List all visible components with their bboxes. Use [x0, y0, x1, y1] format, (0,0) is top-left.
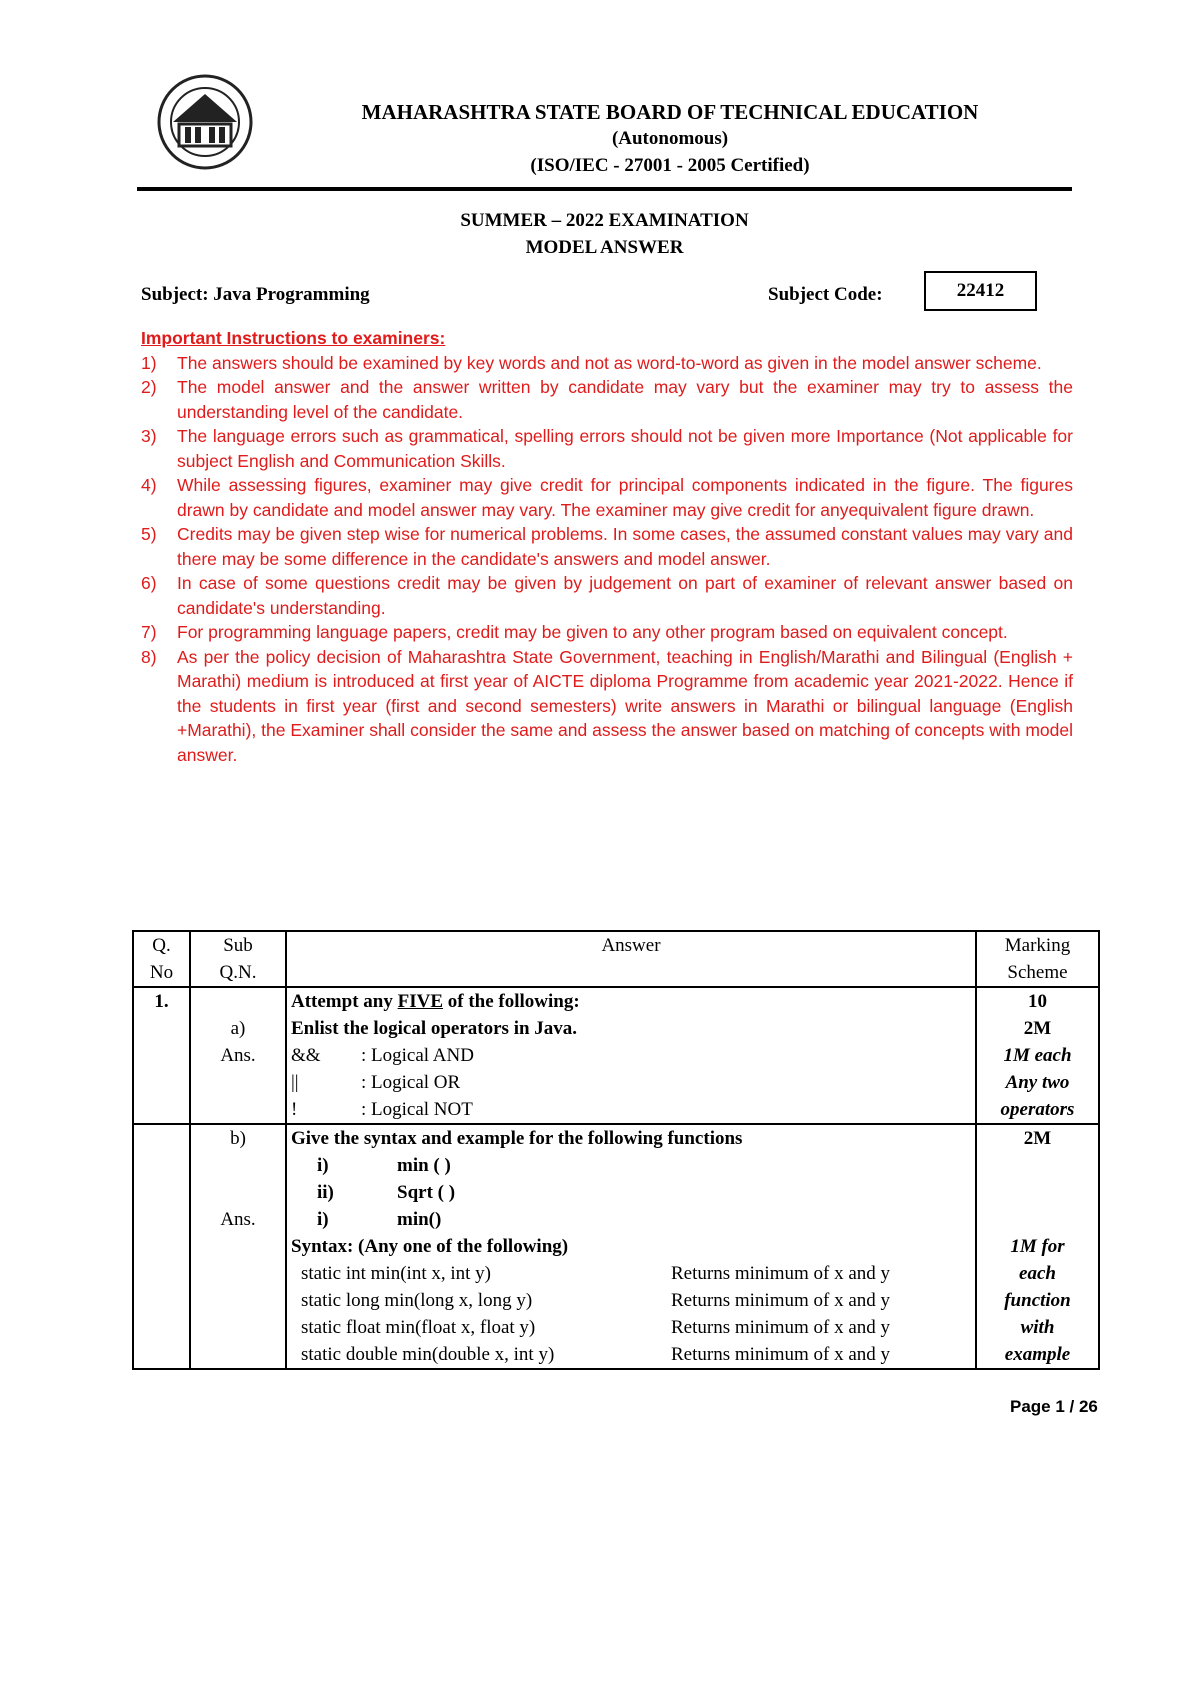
syntax-row: static float min(float x, float y) Returns minimum of x and y: [301, 1317, 891, 1338]
header-answer: Answer: [286, 931, 976, 987]
header-qno: Q. No: [133, 931, 190, 987]
scheme-text: function: [1004, 1290, 1071, 1311]
subject-name: Subject: Java Programming: [141, 284, 370, 305]
item-text: For programming language papers, credit may be given to any other program based on equivalent concept.: [177, 622, 1008, 642]
attempt-instruction: Attempt any FIVE of the following:: [291, 991, 580, 1012]
page-number: Page 1 / 26: [1010, 1397, 1098, 1416]
marking-b-cell: [976, 1124, 1099, 1369]
table-row: [133, 1124, 1099, 1369]
subject-code: 22412: [956, 280, 1005, 301]
header-marking: Marking Scheme: [976, 931, 1099, 987]
scheme-text: 1M for: [1010, 1236, 1065, 1257]
item-text: The answers should be examined by key words and not as word-to-word as given in the model answer scheme.: [177, 352, 1042, 373]
instructions-title: Important Instructions to examiners:: [141, 328, 446, 348]
function-item: i) min ( ): [317, 1155, 451, 1176]
item-text: In case of some questions credit may be given by judgement on part of examiner of relevant answer based on candidate's understanding.: [177, 573, 1073, 618]
item-text: The model answer and the answer written by candidate may vary but the examiner may try to assess the understanding level of the candidate.: [177, 377, 1073, 422]
question-a: Enlist the logical operators in Java.: [291, 1018, 578, 1039]
instructions-list: [141, 351, 1073, 768]
item-text: While assessing figures, examiner may give credit for principal components indicated in the figure. The figures drawn by candidate and model answer may vary. The examiner may give credit for anyequivalent figure drawn.: [177, 475, 1073, 520]
board-name: MAHARASHTRA STATE BOARD OF TECHNICAL EDUCATION: [361, 100, 979, 124]
question-number: 1.: [133, 987, 190, 1124]
table-header-row: [133, 931, 1099, 987]
answer-a-cell: [286, 987, 976, 1124]
scheme-text: operators: [1000, 1099, 1075, 1120]
subq-label: a): [230, 1018, 246, 1039]
msbte-logo-icon: [143, 72, 271, 172]
list-item: [141, 473, 1073, 522]
table-row: [133, 987, 1099, 1124]
list-item: [141, 351, 1073, 376]
subject-code-box: [924, 271, 1037, 311]
item-number: 3): [141, 426, 157, 446]
scheme-text: each: [1019, 1263, 1056, 1284]
item-number: 5): [141, 524, 157, 544]
list-item: [141, 424, 1073, 473]
list-item: [141, 375, 1073, 424]
function-item: i) min(): [317, 1209, 442, 1230]
syntax-row: static int min(int x, int y) Returns minimum of x and y: [301, 1263, 891, 1284]
question-b: Give the syntax and example for the following functions: [291, 1128, 743, 1149]
instructions-block: [141, 326, 1073, 767]
exam-subtitle: MODEL ANSWER: [525, 237, 684, 258]
scheme-text: Any two: [1005, 1072, 1070, 1093]
autonomous-label: (Autonomous): [611, 128, 729, 149]
total-marks: 10: [1028, 991, 1047, 1012]
marking-a-cell: [976, 987, 1099, 1124]
item-number: 4): [141, 475, 157, 495]
item-text: As per the policy decision of Maharashtra State Government, teaching in English/Marathi and Bilingual (English + Marathi) medium is introduced at first year of AICTE diploma Programme from academic year 2021-2022. Hence if the students in first year (first and second semesters) write answers in Marathi or bilingual language (English +Marathi), the Examiner shall consider the same and assess the answer based on matching of concepts with model answer.: [177, 646, 1073, 765]
subject-code-label: Subject Code:: [768, 284, 883, 305]
syntax-row: static long min(long x, long y) Returns minimum of x and y: [301, 1290, 891, 1311]
item-number: 7): [141, 622, 157, 642]
question-marks: 2M: [1023, 1128, 1052, 1149]
operator-row: || : Logical OR: [291, 1072, 461, 1093]
item-text: The language errors such as grammatical, spelling errors should not be given more Importance (Not applicable for subject English and Communication Skills.: [177, 426, 1073, 471]
header-subqn: Sub Q.N.: [190, 931, 286, 987]
function-item: ii) Sqrt ( ): [317, 1182, 456, 1203]
question-number-empty: [133, 1124, 190, 1369]
operator-row: && : Logical AND: [291, 1045, 474, 1066]
exam-title: SUMMER – 2022 EXAMINATION: [460, 210, 749, 231]
list-item: [141, 620, 1073, 645]
list-item: [141, 645, 1073, 768]
question-marks: 2M: [1023, 1018, 1052, 1039]
syntax-row: static double min(double x, int y) Returns minimum of x and y: [301, 1344, 891, 1365]
item-number: 6): [141, 573, 157, 593]
item-number: 2): [141, 377, 157, 397]
item-number: 8): [141, 646, 157, 667]
subq-label: b): [230, 1128, 246, 1149]
subq-a-cell: [190, 987, 286, 1124]
item-text: Credits may be given step wise for numerical problems. In some cases, the assumed constant values may vary and there may be some difference in the candidate's answers and model answer.: [177, 524, 1073, 569]
answer-table: [132, 930, 1100, 1370]
list-item: [141, 571, 1073, 620]
operator-row: ! : Logical NOT: [291, 1099, 473, 1120]
scheme-text: 1M each: [1003, 1045, 1072, 1066]
scheme-text: with: [1020, 1317, 1055, 1338]
answer-b-cell: [286, 1124, 976, 1369]
header-divider: [137, 187, 1072, 191]
syntax-title: Syntax: (Any one of the following): [291, 1236, 569, 1257]
ans-label: Ans.: [220, 1209, 256, 1230]
item-number: 1): [141, 352, 157, 373]
list-item: [141, 522, 1073, 571]
scheme-text: example: [1004, 1344, 1071, 1365]
certification-label: (ISO/IEC - 27001 - 2005 Certified): [530, 155, 810, 176]
ans-label: Ans.: [220, 1045, 256, 1066]
subq-b-cell: [190, 1124, 286, 1369]
